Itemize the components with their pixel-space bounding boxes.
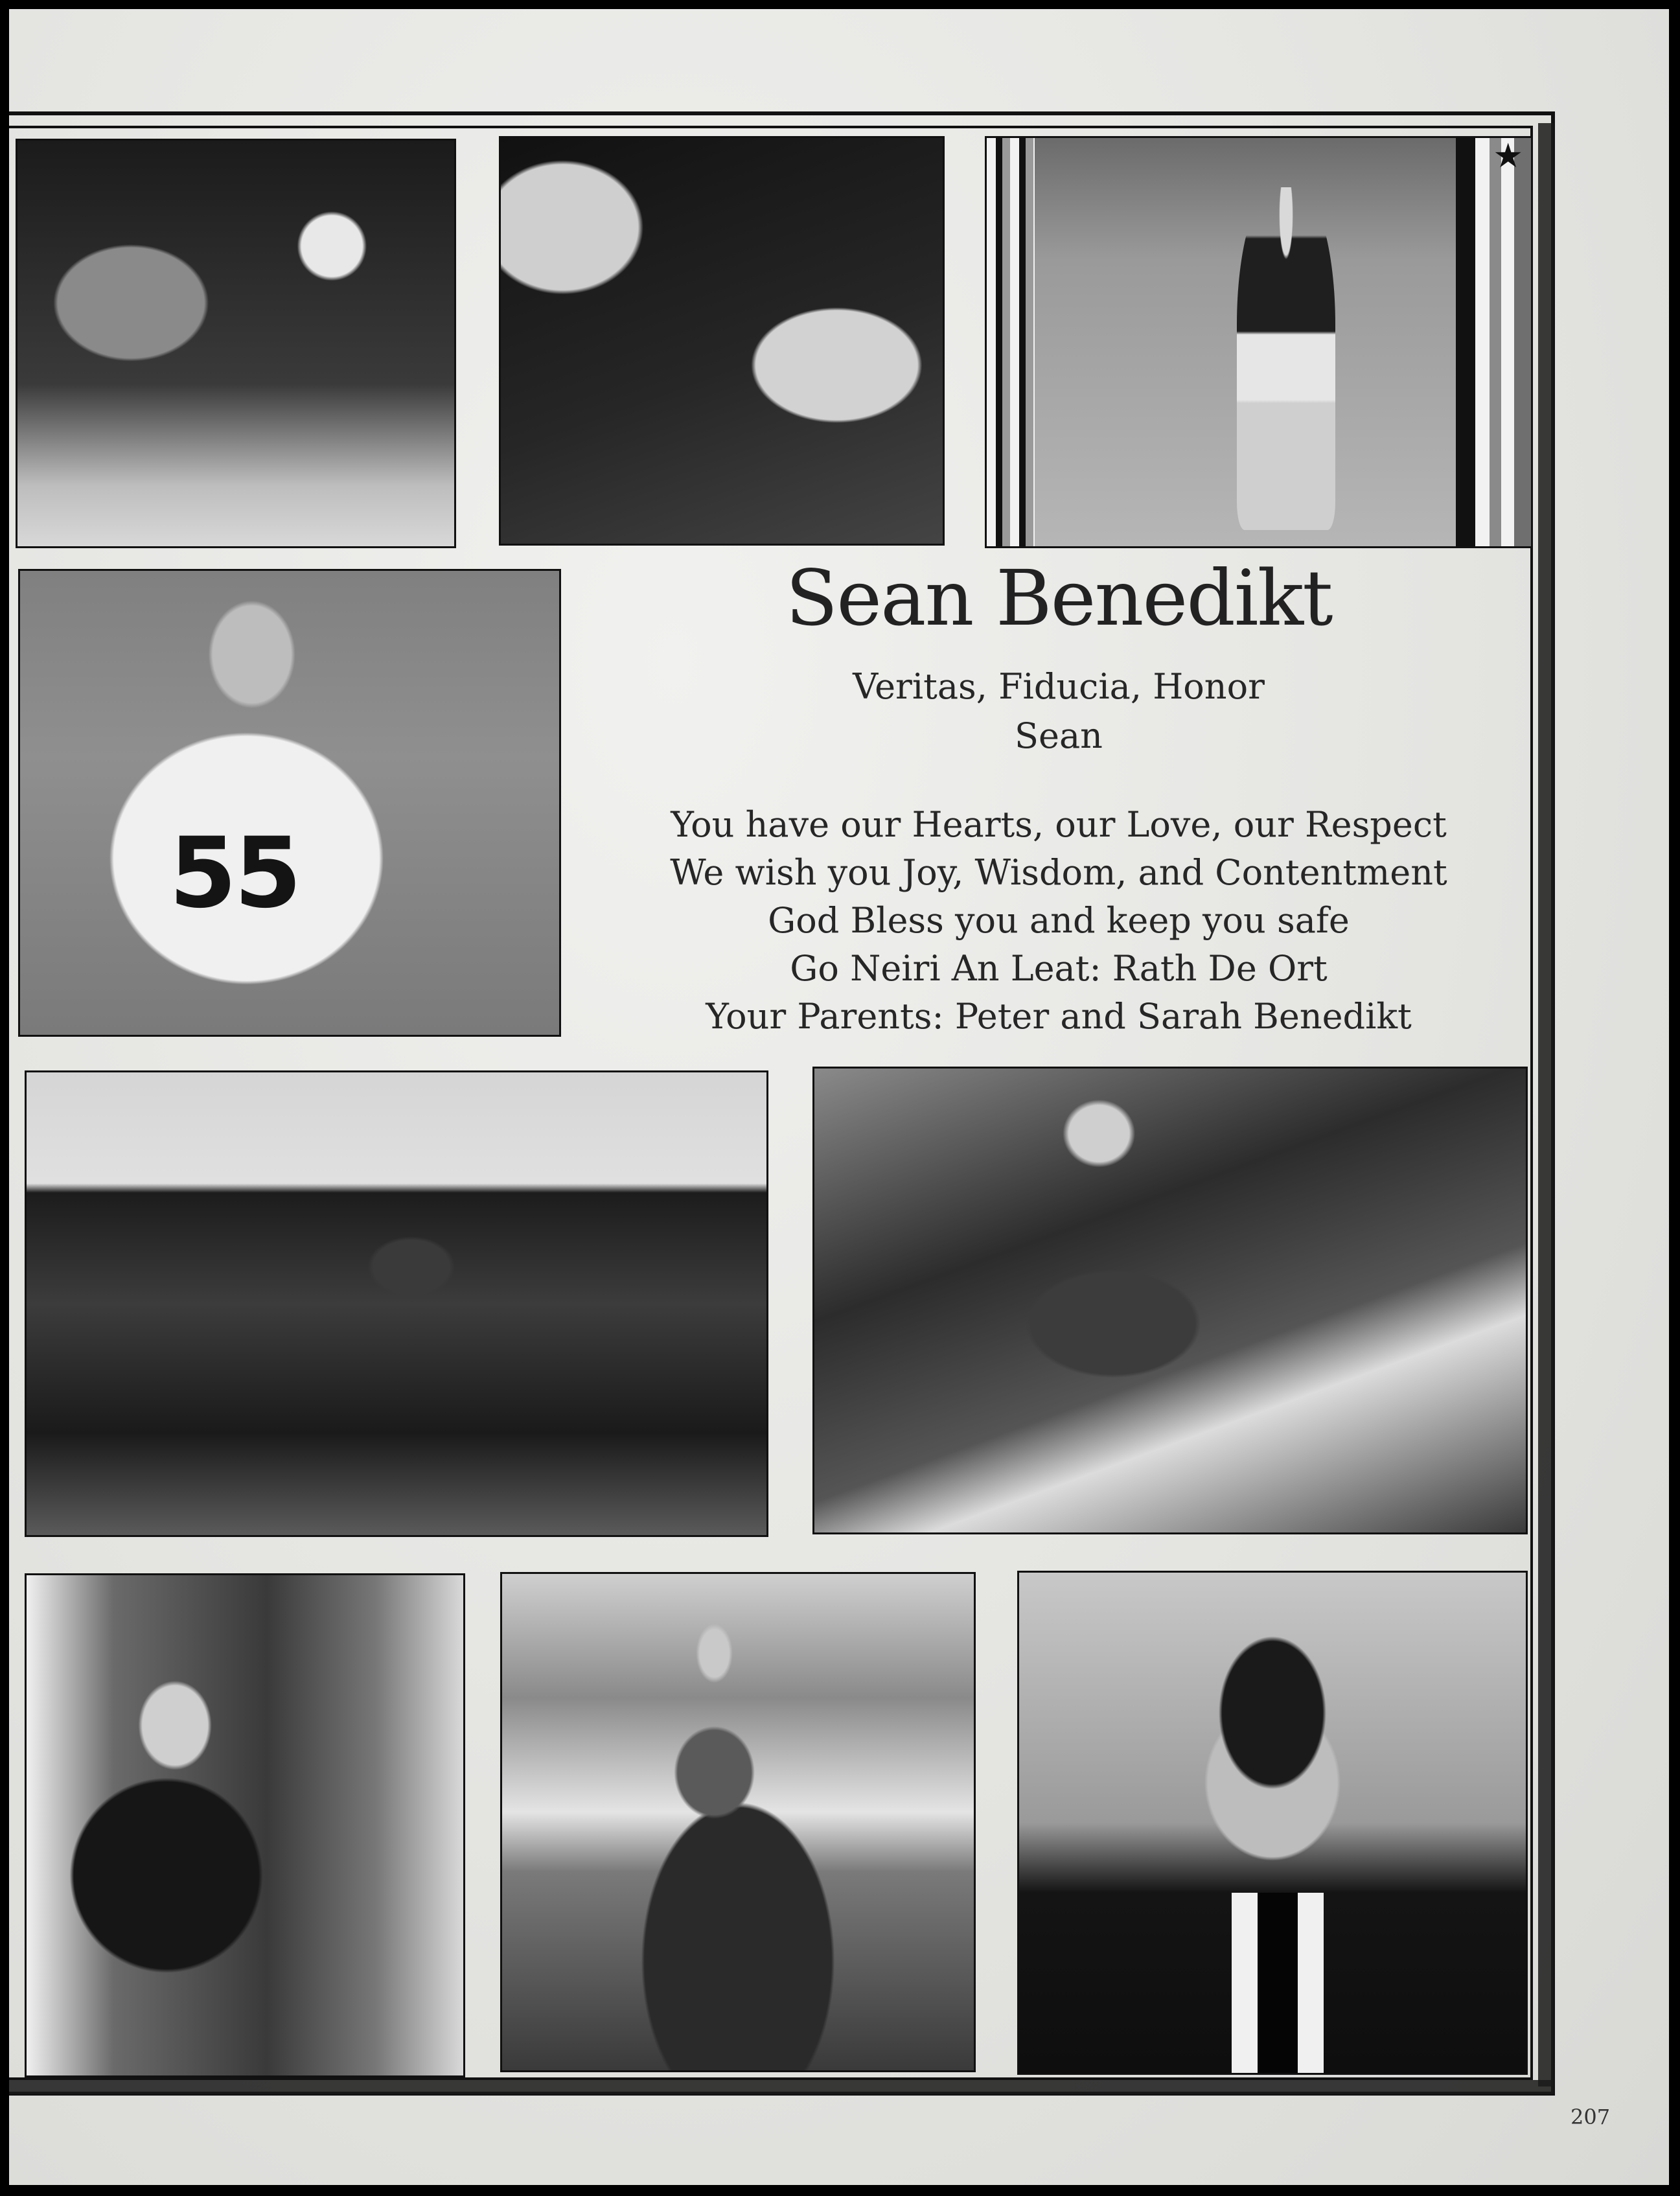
photo-kitchen-with-dogs bbox=[500, 1572, 976, 2072]
photo-toddler-with-dog bbox=[16, 139, 456, 548]
page-border-shadow-right bbox=[1538, 123, 1554, 2086]
jersey-number: 55 bbox=[169, 817, 299, 930]
necktie bbox=[1232, 1893, 1324, 2073]
photo-boy-crouching-tree bbox=[25, 1573, 465, 2077]
message-line: You have our Hearts, our Love, our Respect bbox=[671, 804, 1447, 845]
flag-stripes-right bbox=[1456, 138, 1531, 546]
photo-sitting-under-tree bbox=[812, 1067, 1528, 1534]
message-line: Go Neiri An Leat: Rath De Ort bbox=[790, 948, 1328, 989]
yearbook-page bbox=[9, 9, 1669, 2185]
message-line: We wish you Joy, Wisdom, and Contentment bbox=[670, 852, 1447, 893]
boy-figure bbox=[1237, 187, 1335, 530]
motto-block bbox=[657, 662, 1460, 761]
photo-boy-soccer-flag-frame bbox=[985, 136, 1533, 548]
page-border-shadow-bottom bbox=[9, 2080, 1554, 2094]
message-line: Your Parents: Peter and Sarah Benedikt bbox=[706, 996, 1412, 1037]
photo-football-jersey bbox=[18, 569, 561, 1037]
motto-line: Sean bbox=[1015, 715, 1103, 756]
parents-message bbox=[553, 801, 1564, 1041]
photo-two-boys-portrait bbox=[499, 136, 945, 546]
page-title: Sean Benedikt bbox=[785, 553, 1332, 643]
flag-stripes-left bbox=[987, 138, 1035, 546]
motto-line: Veritas, Fiducia, Honor bbox=[853, 666, 1265, 707]
star-icon: ★ bbox=[1493, 137, 1523, 176]
message-line: God Bless you and keep you safe bbox=[768, 900, 1350, 941]
photo-senior-portrait-suit bbox=[1017, 1571, 1528, 2075]
page-number: 207 bbox=[1571, 2105, 1611, 2129]
photo-kneeboarding-lake bbox=[25, 1070, 768, 1537]
